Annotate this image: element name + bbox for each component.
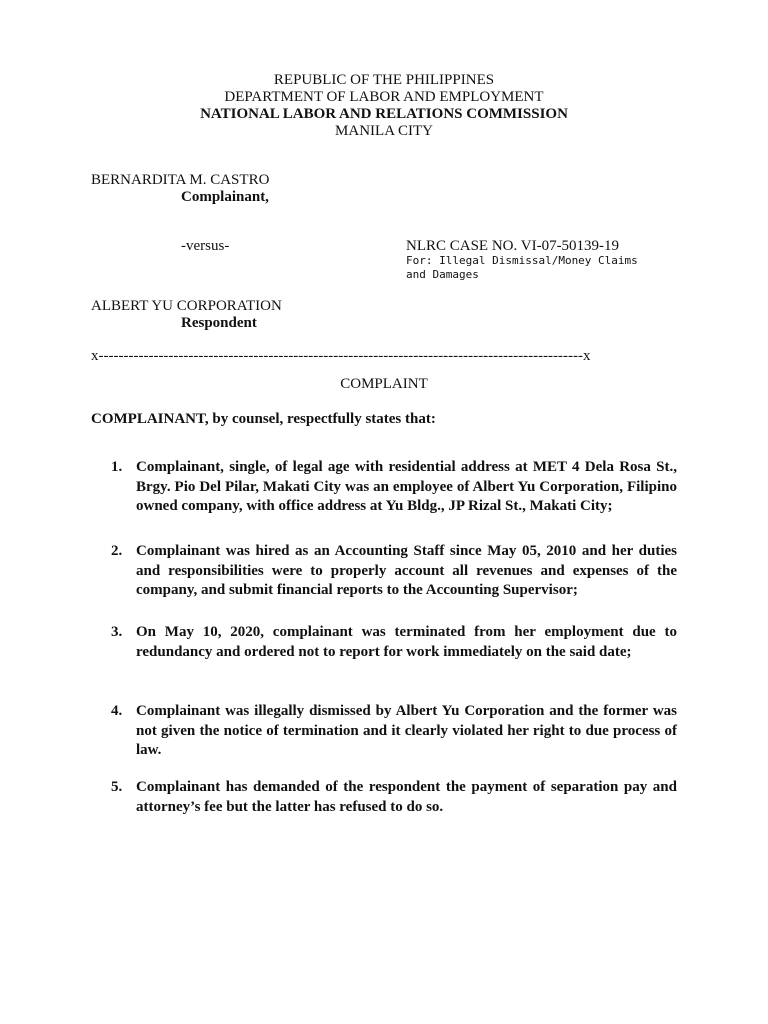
list-item bbox=[111, 542, 677, 601]
intro-statement: COMPLAINANT, by counsel, respectfully states that: bbox=[91, 411, 436, 427]
header-republic: REPUBLIC OF THE PHILIPPINES bbox=[273, 72, 495, 88]
case-nature-line1: For: Illegal Dismissal/Money Claims bbox=[406, 254, 638, 267]
list-item-number: 1. bbox=[111, 459, 123, 475]
list-item bbox=[111, 623, 677, 662]
respondent-name: ALBERT YU CORPORATION bbox=[91, 298, 282, 314]
list-item-text: Complainant was illegally dismissed by Albert Yu Corporation and the former was not given the notice of termination and it clearly violated her right to due process of law. bbox=[136, 703, 677, 758]
header-department: DEPARTMENT OF LABOR AND EMPLOYMENT bbox=[224, 89, 544, 105]
complainant-name: BERNARDITA M. CASTRO bbox=[91, 172, 270, 188]
respondent-role: Respondent bbox=[181, 315, 257, 331]
header-city: MANILA CITY bbox=[335, 123, 433, 139]
list-item-text: Complainant was hired as an Accounting Staff since May 05, 2010 and her duties and responsibilities were to properly account all revenues and expenses of the company, and submit financial reports to the Accounting Supervisor; bbox=[136, 543, 677, 598]
case-number: NLRC CASE NO. VI-07-50139-19 bbox=[406, 238, 620, 254]
complainant-role: Complainant, bbox=[181, 189, 269, 205]
caption-separator: x-------------------------------------------------------------------------------------------------x bbox=[91, 348, 591, 364]
case-nature-line2: and Damages bbox=[406, 268, 479, 281]
list-item bbox=[111, 702, 677, 761]
list-item-number: 4. bbox=[111, 703, 123, 719]
list-item-number: 2. bbox=[111, 543, 123, 559]
header-commission: NATIONAL LABOR AND RELATIONS COMMISSION bbox=[200, 106, 568, 122]
list-item-text: Complainant, single, of legal age with residential address at MET 4 Dela Rosa St., Brgy. Pio Del Pilar, Makati City was an employee of Albert Yu Corporation, Filipino owned company, with office address at Yu Bldg., JP Rizal St., Makati City; bbox=[136, 459, 677, 514]
list-item-text: Complainant has demanded of the respondent the payment of separation pay and attorney’s fee but the latter has refused to do so. bbox=[136, 779, 677, 815]
list-item-number: 5. bbox=[111, 779, 123, 795]
list-item bbox=[111, 778, 677, 817]
list-item bbox=[111, 458, 677, 517]
list-item-text: On May 10, 2020, complainant was terminated from her employment due to redundancy and ordered not to report for work immediately on the said date; bbox=[136, 624, 677, 660]
list-item-number: 3. bbox=[111, 624, 123, 640]
document-title: COMPLAINT bbox=[340, 376, 428, 392]
versus-label: -versus- bbox=[181, 238, 230, 254]
